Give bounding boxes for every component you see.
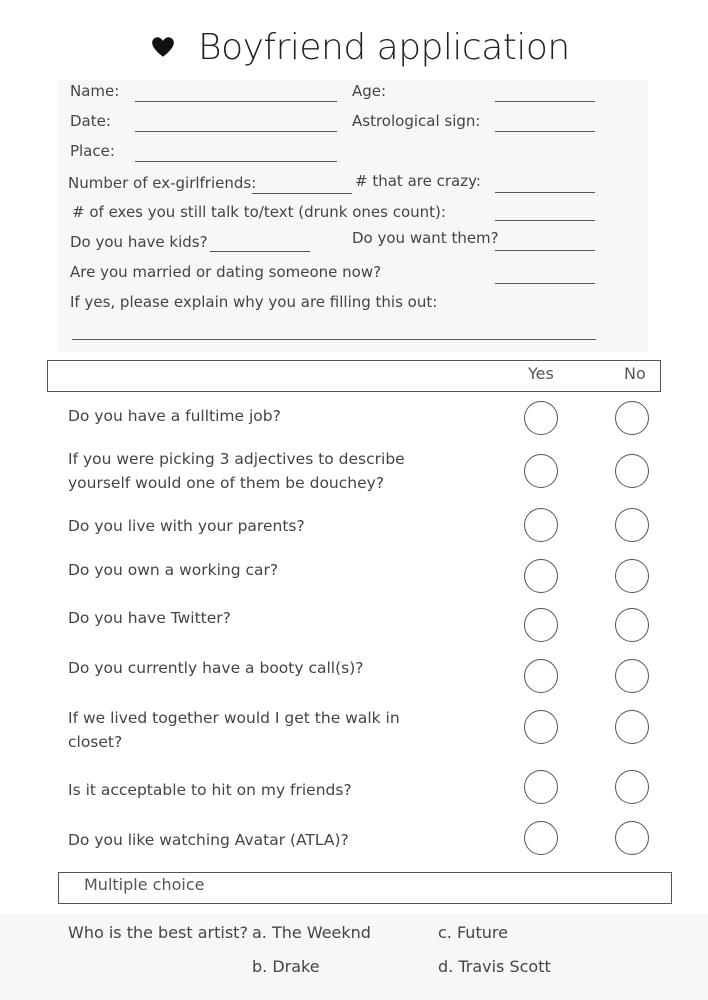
name-field[interactable]	[135, 101, 337, 102]
name-label: Name:	[70, 82, 120, 100]
yes-radio[interactable]	[524, 401, 558, 435]
question-line: Do you have a fulltime job?	[68, 407, 281, 425]
question-text	[68, 606, 428, 630]
yes-no-header	[47, 360, 661, 392]
explain-field[interactable]	[72, 339, 596, 340]
heart-icon	[150, 34, 176, 60]
crazy-exes-label: # that are crazy:	[355, 172, 481, 190]
question-line: Do you currently have a booty call(s)?	[68, 659, 364, 677]
yes-radio[interactable]	[524, 454, 558, 488]
question-text	[68, 404, 428, 428]
question-line: Do you own a working car?	[68, 561, 279, 579]
kids-field[interactable]	[210, 251, 310, 252]
place-label: Place:	[70, 142, 115, 160]
question-line: If you were picking 3 adjectives to describe	[68, 450, 405, 468]
page-title: Boyfriend application	[198, 26, 570, 68]
multiple-choice-question: Who is the best artist?	[68, 923, 248, 942]
page-header	[150, 22, 570, 72]
place-field[interactable]	[135, 161, 337, 162]
yes-column-header: Yes	[528, 364, 554, 383]
no-radio[interactable]	[615, 559, 649, 593]
question-text	[68, 656, 428, 680]
age-field[interactable]	[495, 101, 595, 102]
no-column-header: No	[624, 364, 646, 383]
question-text	[68, 778, 428, 802]
question-text	[68, 447, 428, 495]
ex-girlfriends-label: Number of ex-girlfriends:	[68, 174, 257, 192]
married-label: Are you married or dating someone now?	[70, 263, 382, 281]
yes-radio[interactable]	[524, 659, 558, 693]
question-line: Do you like watching Avatar (ATLA)?	[68, 831, 349, 849]
kids-label: Do you have kids?	[70, 233, 208, 251]
yes-radio[interactable]	[524, 508, 558, 542]
no-radio[interactable]	[615, 508, 649, 542]
no-radio[interactable]	[615, 659, 649, 693]
want-kids-label: Do you want them?	[352, 229, 499, 247]
question-line: closet?	[68, 733, 123, 751]
option-c[interactable]: c. Future	[438, 923, 508, 942]
yes-radio[interactable]	[524, 770, 558, 804]
age-label: Age:	[352, 82, 387, 100]
date-field[interactable]	[135, 131, 337, 132]
question-text	[68, 558, 428, 582]
no-radio[interactable]	[615, 770, 649, 804]
no-radio[interactable]	[615, 454, 649, 488]
crazy-exes-field[interactable]	[495, 192, 595, 193]
yes-radio[interactable]	[524, 559, 558, 593]
question-line: If we lived together would I get the walk in	[68, 709, 400, 727]
explain-label: If yes, please explain why you are filling this out:	[70, 293, 438, 311]
yes-radio[interactable]	[524, 821, 558, 855]
multiple-choice-heading: Multiple choice	[84, 875, 205, 894]
astrological-sign-label: Astrological sign:	[352, 112, 481, 130]
no-radio[interactable]	[615, 608, 649, 642]
option-b[interactable]: b. Drake	[252, 957, 320, 976]
option-d[interactable]: d. Travis Scott	[438, 957, 551, 976]
question-line: Is it acceptable to hit on my friends?	[68, 781, 352, 799]
no-radio[interactable]	[615, 821, 649, 855]
married-field[interactable]	[495, 283, 595, 284]
question-line: yourself would one of them be douchey?	[68, 474, 385, 492]
astrological-sign-field[interactable]	[495, 131, 595, 132]
option-a[interactable]: a. The Weeknd	[252, 923, 371, 942]
no-radio[interactable]	[615, 710, 649, 744]
no-radio[interactable]	[615, 401, 649, 435]
question-line: Do you have Twitter?	[68, 609, 231, 627]
question-text	[68, 514, 428, 538]
question-text	[68, 828, 428, 852]
want-kids-field[interactable]	[495, 250, 595, 251]
question-text	[68, 706, 428, 754]
yes-radio[interactable]	[524, 608, 558, 642]
exes-still-talk-field[interactable]	[495, 220, 595, 221]
ex-girlfriends-field[interactable]	[252, 193, 352, 194]
yes-radio[interactable]	[524, 710, 558, 744]
date-label: Date:	[70, 112, 111, 130]
exes-still-talk-label: # of exes you still talk to/text (drunk ones count):	[72, 203, 446, 221]
question-line: Do you live with your parents?	[68, 517, 305, 535]
